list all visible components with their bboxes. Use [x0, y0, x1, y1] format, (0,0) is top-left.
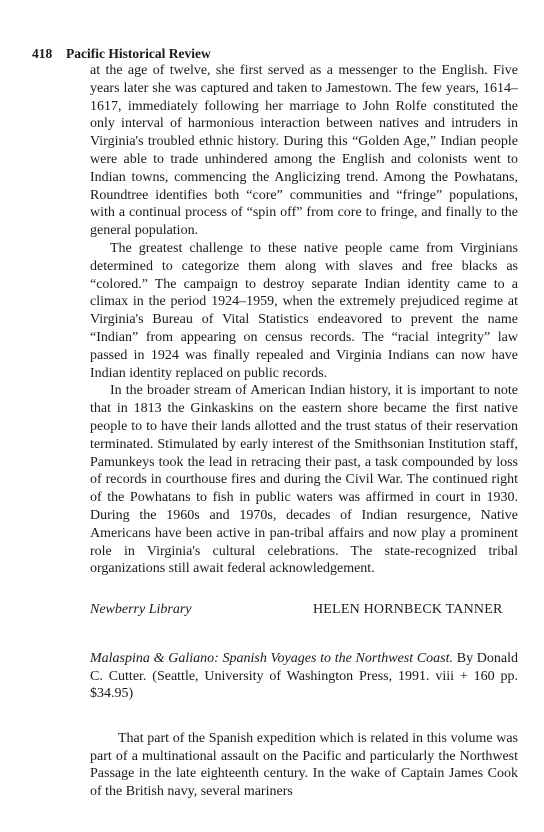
review-paragraph-3: In the broader stream of American Indian history, it is important to note that in 1813 the Ginkaskins on the eastern shore became the first native people to to have their lands allotted and the trust status of their reservation terminated. Stimulated by early interest of the Smithsonian Institution staff, Pamunkeys took the lead in retracing their past, a task compounded by loss of records in courthouse fires and during the Civil War. The continued right of the Powhatans to fish in public waters was affirmed in court in 1930. During the 1960s and 1970s, decades of Indian resurgence, Native Americans have been active in pan-tribal affairs and now play a prominent role in Virginia's cultural celebrations. The state-recognized tribal organizations still await federal acknowledgement.: [90, 383, 518, 577]
book-citation: [90, 650, 518, 703]
book-details: By Donald C. Cutter. (Seattle, University of Washington Press, 1991. viii + 160 pp. $34.95): [90, 651, 519, 701]
page-number: 418: [32, 46, 53, 61]
book-title-part-1: Malaspina: [90, 651, 150, 666]
review-paragraph-1: at the age of twelve, she first served as a messenger to the English. Five years later she was captured and taken to Jamestown. The few years, 1614–1617, immediately following her marriage to John Rolfe constituted the only interval of harmonious interaction between natives and intruders in Virginia's troubled ethnic history. During this “Golden Age,” Indian people were able to trade unhindered among the English and colonists went to Indian towns, commencing the Anglicizing trend. Among the Powhatans, Roundtree identifies both “core” communities and “fringe” populations, with a continual process of “spin off” from core to fringe, and finally to the general population.: [90, 63, 518, 239]
next-review-body: [90, 730, 518, 800]
journal-title: Pacific Historical Review: [66, 46, 211, 61]
review-paragraph-2: The greatest challenge to these native people came from Virginians determined to categorize them along with slaves and free blacks as “colored.” The campaign to destroy separate Indian identity came to a climax in the period 1924–1959, when the extremely prejudiced regime at Virginia's Bureau of Vital Statistics endeavored to prevent the name “Indian” from appearing on census records. The “racial integrity” law passed in 1924 was finally repealed and Virginia Indians can now have Indian identity replaced on public records.: [90, 240, 518, 381]
next-review-paragraph: That part of the Spanish expedition which is related in this volume was part of a multinational assault on the Pacific and particularly the Northwest Passage in the late eighteenth century. In the wake of Captain James Cook of the British navy, several mariners: [90, 731, 518, 799]
book-citation-text: [90, 650, 518, 703]
review-body: [90, 62, 518, 578]
review-signature: [90, 602, 518, 620]
reviewer-name: HELEN HORNBECK TANNER: [313, 602, 503, 617]
book-title-part-2: Galiano: Spanish Voyages to the Northwest Coast.: [168, 651, 454, 666]
book-title-ampersand: &: [153, 651, 165, 666]
reviewer-affiliation: Newberry Library: [90, 602, 192, 617]
running-head: [32, 46, 211, 62]
